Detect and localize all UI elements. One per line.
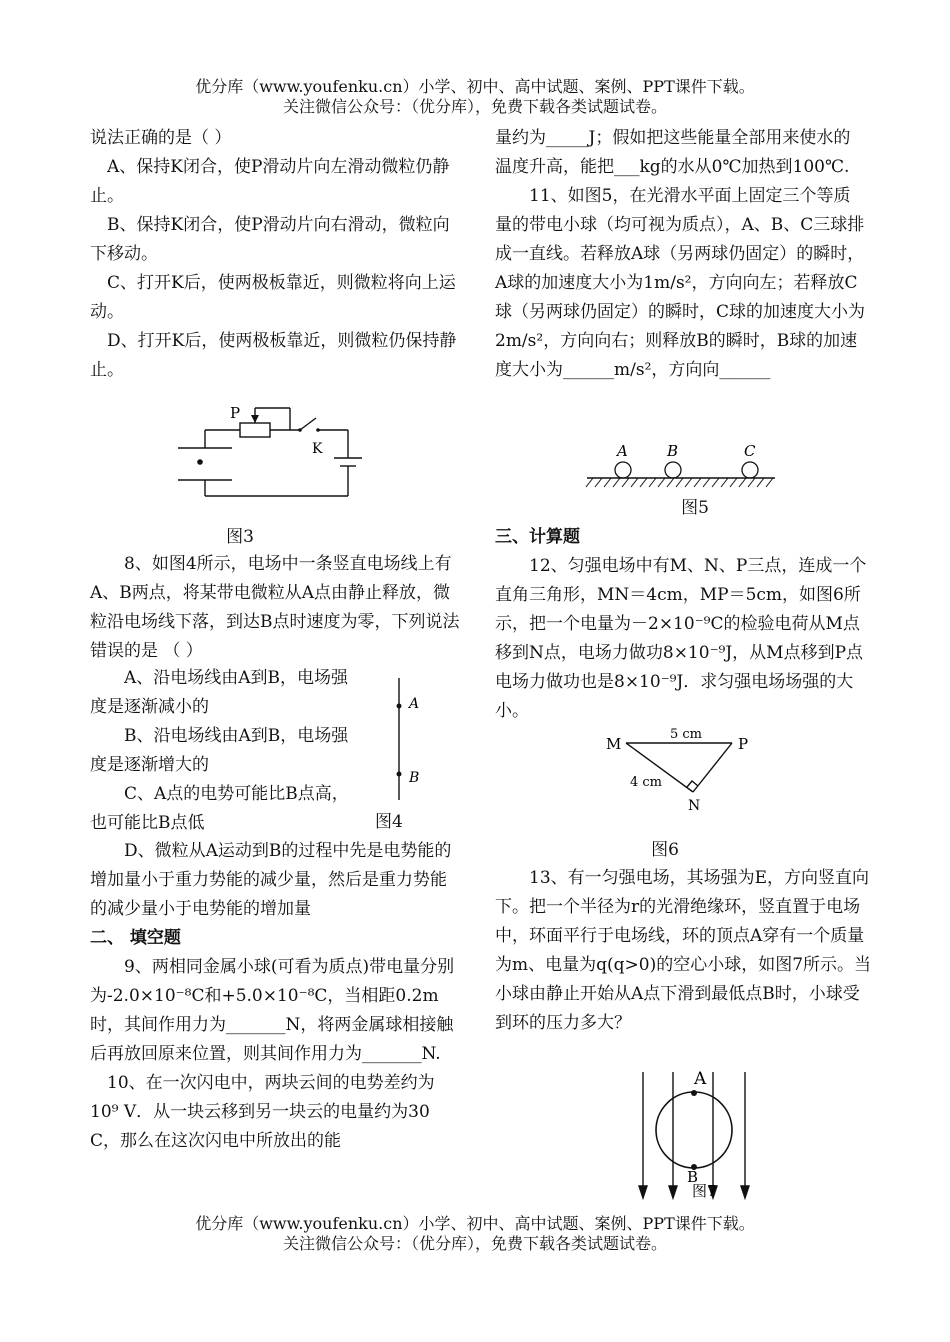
q9: 9、两相同金属小球(可看为质点)带电量分别为-2.0×10⁻⁸C和+5.0×10⁻⁸C，当相距0.2m时，其间作用力为_______N，将两金属球相接触后再放回原来位置，则其间作用力为_______N.: [90, 957, 455, 1064]
figure-5-balls: [585, 440, 780, 495]
ground-hatch-line: [757, 478, 764, 487]
fig7-label-a: A: [694, 1069, 707, 1089]
fig5-label-c: C: [744, 442, 756, 460]
particle-dot: [197, 459, 203, 465]
three-balls-diagram: [585, 440, 780, 495]
ground-hatch-line: [586, 478, 593, 487]
q7-option-d: D、打开K后，使两极板靠近，则微粒仍保持静止。: [90, 331, 457, 380]
left-column-bottom: [90, 837, 462, 1156]
fig6-label-mp: 5 cm: [670, 727, 703, 742]
header-line-1: 优分库（www.youfenku.cn）小学、初中、高中试题、案例、PPT课件下载。: [195, 77, 755, 96]
fig6-label-p: P: [738, 735, 749, 753]
ground-hatch-line: [640, 478, 647, 487]
ground-hatch-line: [739, 478, 746, 487]
q8-option-a: A、沿电场线由A到B，电场强度是逐渐减小的: [90, 668, 349, 717]
right-column-mid: [495, 523, 867, 726]
q7-option-b: B、保持K闭合，使P滑动片向右滑动，微粒向下移动。: [90, 215, 450, 264]
q7-option-c: C、打开K后，使两极板靠近，则微粒将向上运动。: [90, 273, 456, 322]
fig4-label-a: A: [409, 696, 420, 712]
figure-3-circuit: [170, 400, 370, 505]
q8-stem: 8、如图4所示，电场中一条竖直电场线上有A、B两点，将某带电微粒从A点由静止释放，微粒沿电场线下落，到达B点时速度为零，下列说法错误的是 （ ）: [90, 554, 460, 661]
q8-option-c: C、A点的电势可能比B点高，也可能比B点低: [90, 784, 349, 833]
figure-6-triangle: [600, 724, 760, 814]
fig4-caption: 图4: [375, 812, 403, 832]
ground-hatch-line: [622, 478, 629, 487]
ground-hatch-line: [712, 478, 719, 487]
ground-hatch-line: [613, 478, 620, 487]
left-column-top: [90, 124, 462, 385]
q7-stem: 说法正确的是（ ）: [90, 128, 232, 148]
ground-hatch-line: [604, 478, 611, 487]
footer-line-2: 关注微信公众号：（优分库），免费下载各类试题试卷。: [282, 1234, 667, 1253]
fig5-caption: 图5: [681, 498, 709, 518]
q8-option-b: B、沿电场线由A到B，电场强度是逐渐增大的: [90, 726, 349, 775]
q10-continued: 量约为_____J；假如把这些能量全部用来使水的温度升高，能把___kg的水从0℃加热到100℃.: [495, 128, 851, 177]
ground-hatch-line: [703, 478, 710, 487]
fig7-label-b: B: [687, 1168, 699, 1186]
right-column-bottom: [495, 864, 875, 1038]
page-footer: [0, 1214, 950, 1254]
q12: 12、匀强电场中有M、N、P三点，连成一个直角三角形，MN＝4cm，MP＝5cm，如图6所示，把一个电量为－2×10⁻⁹C的检验电荷从M点移到N点，电场力做功8×10⁻⁹J，从M点移到P点电场力做功也是8×10⁻⁹J．求匀强电场场强的大小。: [495, 556, 867, 721]
fig6-label-m: M: [606, 735, 622, 753]
fig6-label-n: N: [688, 798, 701, 814]
fig4-label-b: B: [409, 770, 420, 786]
ground-hatch-line: [676, 478, 683, 487]
q13: 13、有一匀强电场，其场强为E，方向竖直向下。把一个半径为r的光滑绝缘环，竖直置于电场中，环面平行于电场线，环的顶点A穿有一个质量为m、电量为q(q>0)的空心小球，如图7所示。当小球由静止开始从A点下滑到最低点B时，小球受到环的压力多大？: [495, 868, 872, 1033]
fig3-caption: 图3: [226, 527, 254, 547]
ground-hatch-line: [694, 478, 701, 487]
page-header: [0, 77, 950, 117]
ground-hatch-line: [667, 478, 674, 487]
field-line-diagram: [385, 676, 435, 802]
fig3-label-p: P: [230, 404, 241, 422]
figure-4-field-line: [385, 676, 435, 802]
q8-option-d: D、微粒从A运动到B的过程中先是电势能的增加量小于重力势能的减少量，然后是重力势能的减少量小于电势能的增加量: [90, 841, 452, 919]
ground-hatch-line: [595, 478, 602, 487]
ground-hatch-line: [730, 478, 737, 487]
fig5-label-a: A: [617, 442, 628, 460]
q7-option-a: A、保持K闭合，使P滑动片向左滑动微粒仍静止。: [90, 157, 450, 206]
triangle-diagram: [600, 724, 760, 814]
fig7-caption: 图7: [692, 1182, 717, 1200]
figure-7-ring: [625, 1066, 755, 1200]
footer-line-1: 优分库（www.youfenku.cn）小学、初中、高中试题、案例、PPT课件下载。: [195, 1214, 755, 1233]
fig6-label-mn: 4 cm: [630, 775, 663, 790]
q10: 10、在一次闪电中，两块云间的电势差约为10⁹ V．从一块云移到另一块云的电量约为30 C，那么在这次闪电中所放出的能: [90, 1073, 435, 1151]
header-line-2: 关注微信公众号：（优分库），免费下载各类试题试卷。: [282, 97, 667, 116]
ground-hatch-line: [766, 478, 773, 487]
ground-hatch-line: [685, 478, 692, 487]
section-2-heading: 二、 填空题: [90, 928, 181, 948]
ring-in-field-diagram: [625, 1066, 755, 1200]
right-column-top: [495, 124, 867, 385]
q8-options-abc: [90, 664, 352, 838]
ground-hatch-line: [658, 478, 665, 487]
ground-hatch-line: [748, 478, 755, 487]
circuit-diagram: [170, 400, 370, 505]
ground-hatch-line: [631, 478, 638, 487]
fig3-label-k: K: [312, 441, 323, 457]
ground-hatch-line: [721, 478, 728, 487]
fig6-caption: 图6: [651, 840, 679, 860]
fig5-label-b: B: [667, 442, 679, 460]
section-3-heading: 三、计算题: [495, 527, 580, 547]
q8-block: [90, 550, 462, 666]
q11: 11、如图5，在光滑水平面上固定三个等质量的带电小球（均可视为质点），A、B、C三球排成一直线。若释放A球（另两球仍固定）的瞬时，A球的加速度大小为1m/s²，方向向左；若释放C球（另两球仍固定）的瞬时，C球的加速度大小为2m/s²，方向向右；则释放B的瞬时，B球的加速度大小为______m/s²，方向向______: [495, 186, 866, 380]
ground-hatch-line: [649, 478, 656, 487]
